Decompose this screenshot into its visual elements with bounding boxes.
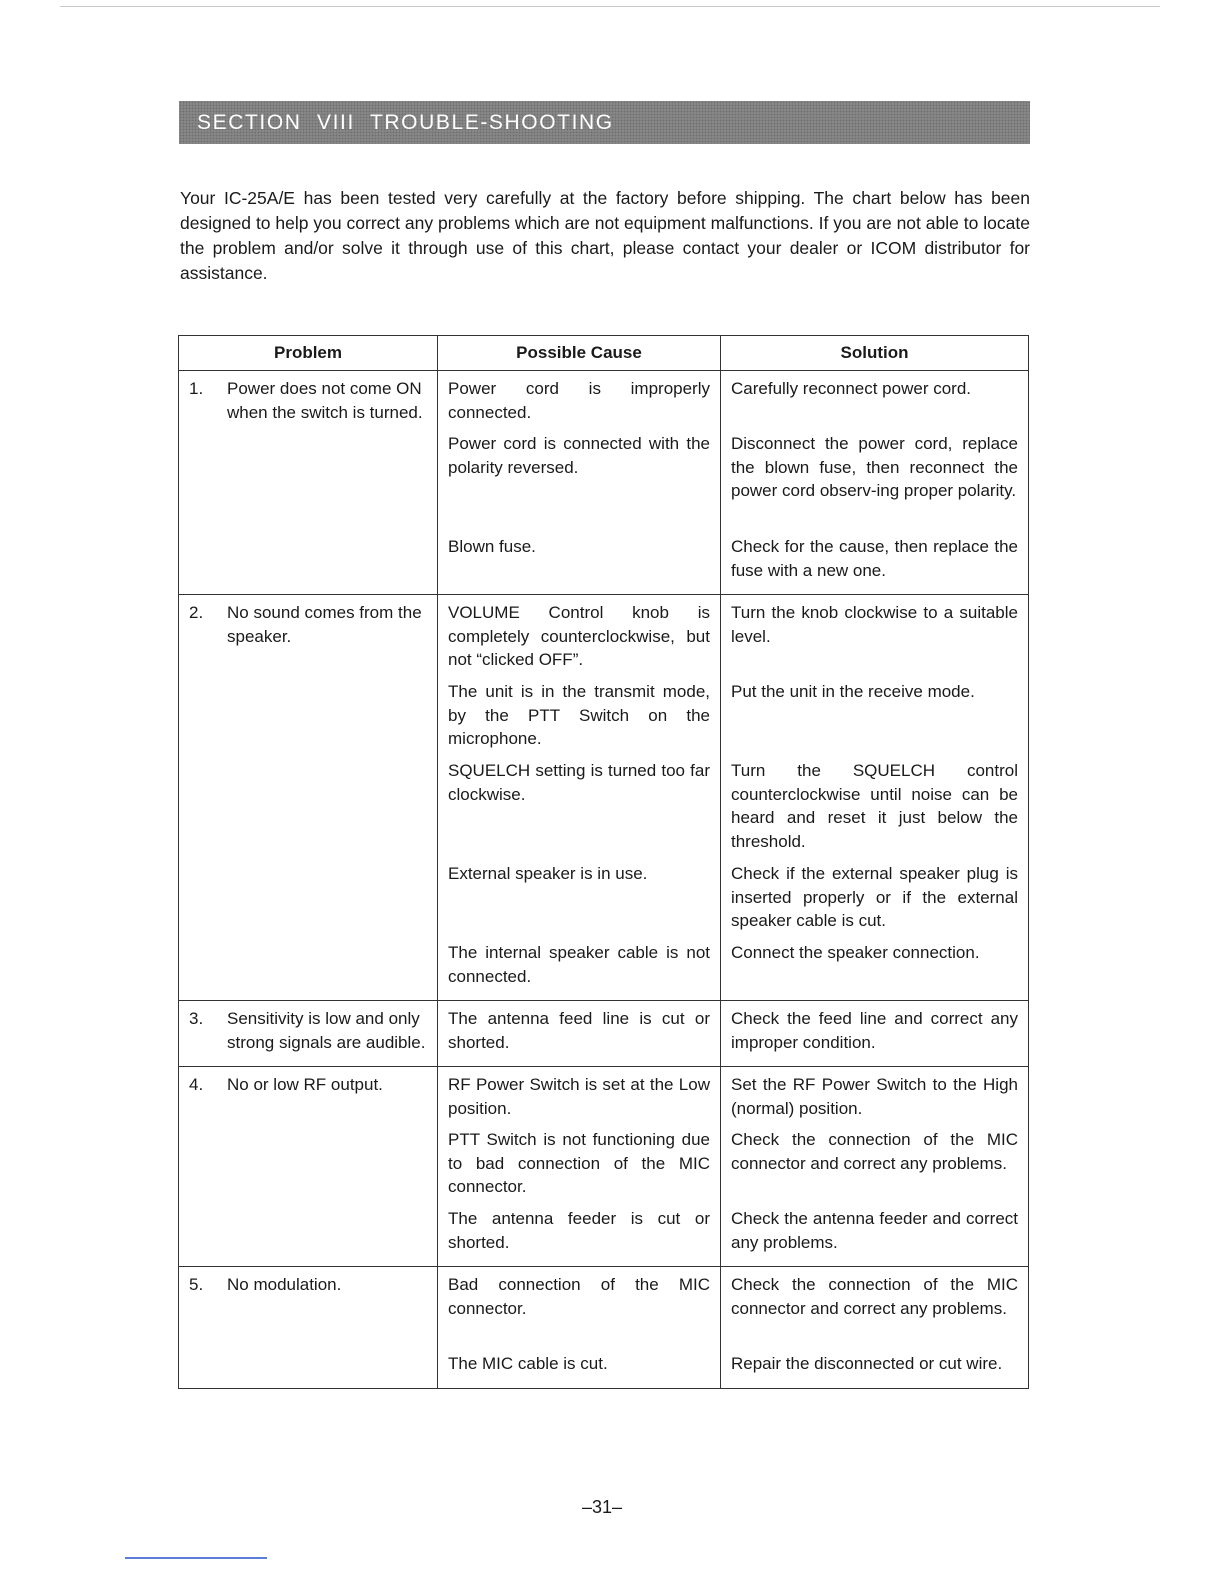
cause-item: Power cord is connected with the polarity reversed. xyxy=(448,434,710,477)
cause-cell xyxy=(438,371,721,595)
cause-item: SQUELCH setting is turned too far clockwise. xyxy=(448,761,710,804)
problem-number: 3. xyxy=(189,1009,204,1028)
header-possible-cause: Possible Cause xyxy=(438,336,721,371)
solution-item: Check the antenna feeder and correct any problems. xyxy=(731,1209,1018,1252)
solution-cell xyxy=(721,371,1029,595)
solution-item: Check if the external speaker plug is inserted properly or if the external speaker cable is cut. xyxy=(731,864,1018,930)
bottom-scan-mark xyxy=(125,1557,267,1559)
cause-cell xyxy=(438,1001,721,1067)
top-rule xyxy=(60,6,1160,7)
solution-item: Disconnect the power cord, replace the blown fuse, then reconnect the power cord observ-ing proper polarity. xyxy=(731,434,1018,500)
section-banner xyxy=(179,101,1030,144)
header-solution: Solution xyxy=(721,336,1029,371)
solution-item: Check for the cause, then replace the fuse with a new one. xyxy=(731,537,1018,580)
solution-item: Set the RF Power Switch to the High (normal) position. xyxy=(731,1075,1018,1118)
cause-item: The antenna feeder is cut or shorted. xyxy=(448,1209,710,1252)
cause-cell xyxy=(438,1267,721,1389)
table-row xyxy=(179,1067,1029,1267)
table-row xyxy=(179,595,1029,1001)
problem-text: Power does not come ON when the switch is turned. xyxy=(227,379,423,422)
problem-cell xyxy=(179,1067,438,1267)
cause-cell xyxy=(438,1067,721,1267)
problem-text: Sensitivity is low and only strong signals are audible. xyxy=(227,1009,426,1052)
cause-item: External speaker is in use. xyxy=(448,864,648,883)
cause-item: The internal speaker cable is not connected. xyxy=(448,943,710,986)
solution-cell xyxy=(721,1267,1029,1389)
header-problem: Problem xyxy=(179,336,438,371)
cause-item: RF Power Switch is set at the Low position. xyxy=(448,1075,710,1118)
cause-cell xyxy=(438,595,721,1001)
problem-number: 5. xyxy=(189,1275,204,1294)
problem-text: No sound comes from the speaker. xyxy=(227,603,422,646)
solution-cell xyxy=(721,1001,1029,1067)
solution-cell xyxy=(721,1067,1029,1267)
cause-item: The unit is in the transmit mode, by the PTT Switch on the microphone. xyxy=(448,682,710,748)
cause-item: Blown fuse. xyxy=(448,537,536,556)
solution-item: Turn the SQUELCH control counterclockwise until noise can be heard and reset it just below the threshold. xyxy=(731,761,1018,851)
section-title: SECTION VIII TROUBLE-SHOOTING xyxy=(197,110,614,134)
problem-cell xyxy=(179,371,438,595)
solution-item: Repair the disconnected or cut wire. xyxy=(731,1354,1003,1373)
cause-item: The antenna feed line is cut or shorted. xyxy=(448,1009,710,1052)
problem-cell xyxy=(179,1267,438,1389)
table-row xyxy=(179,1001,1029,1067)
problem-cell xyxy=(179,1001,438,1067)
cause-item: Power cord is improperly connected. xyxy=(448,379,710,422)
table-header-row xyxy=(179,336,1029,371)
problem-number: 1. xyxy=(189,379,204,398)
cause-item: The MIC cable is cut. xyxy=(448,1354,608,1373)
solution-item: Put the unit in the receive mode. xyxy=(731,682,975,701)
cause-item: VOLUME Control knob is completely counterclockwise, but not “clicked OFF”. xyxy=(448,603,710,669)
problem-text: No modulation. xyxy=(227,1275,342,1294)
solution-item: Check the feed line and correct any improper condition. xyxy=(731,1009,1018,1052)
problem-cell xyxy=(179,595,438,1001)
trouble-shooting-table xyxy=(178,335,1029,1389)
table-row xyxy=(179,1267,1029,1389)
solution-item: Carefully reconnect power cord. xyxy=(731,379,972,398)
solution-cell xyxy=(721,595,1029,1001)
problem-number: 2. xyxy=(189,603,204,622)
solution-item: Check the connection of the MIC connector and correct any problems. xyxy=(731,1275,1018,1318)
solution-item: Turn the knob clockwise to a suitable level. xyxy=(731,603,1018,646)
problem-text: No or low RF output. xyxy=(227,1075,383,1094)
intro-paragraph: Your IC-25A/E has been tested very carefully at the factory before shipping. The chart below has been designed to help you correct any problems which are not equipment malfunctions. If you are not able to locate the problem and/or solve it through use of this chart, please contact your dealer or ICOM distributor for assistance. xyxy=(180,188,1030,283)
solution-item: Connect the speaker connection. xyxy=(731,943,980,962)
table-row xyxy=(179,371,1029,595)
problem-number: 4. xyxy=(189,1075,204,1094)
solution-item: Check the connection of the MIC connector and correct any problems. xyxy=(731,1130,1018,1173)
cause-item: PTT Switch is not functioning due to bad connection of the MIC connector. xyxy=(448,1130,710,1196)
page-number: –31– xyxy=(581,1497,623,1517)
cause-item: Bad connection of the MIC connector. xyxy=(448,1275,710,1318)
